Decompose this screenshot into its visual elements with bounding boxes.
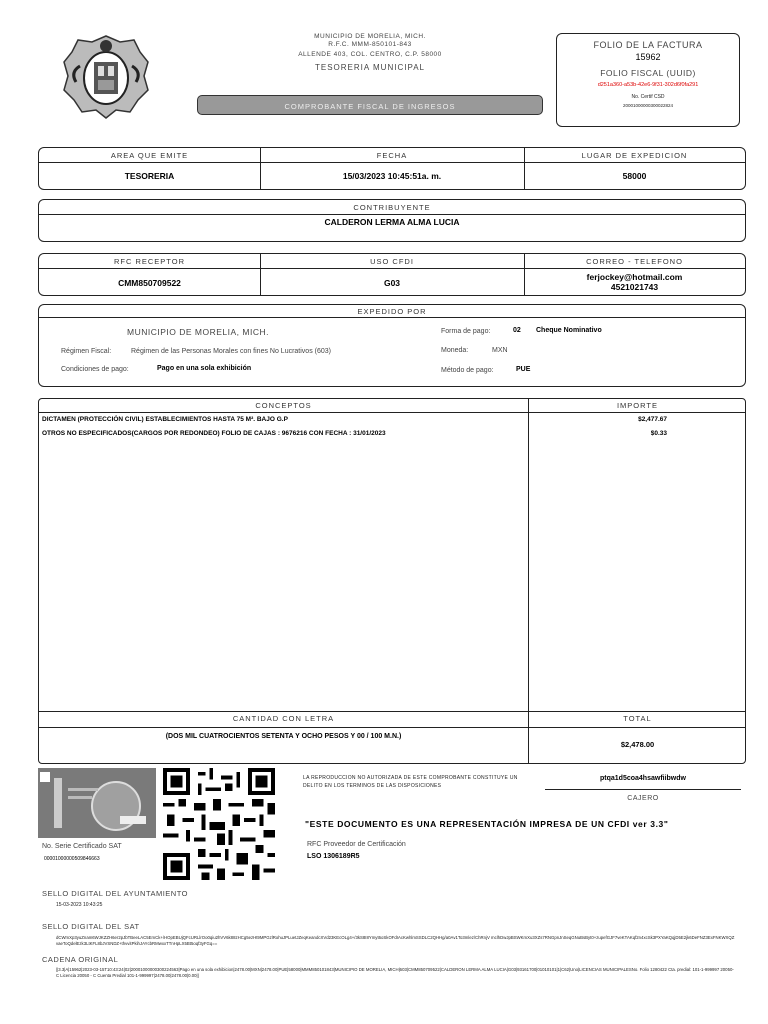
concept-desc: OTROS NO ESPECIFICADOS(CARGOS POR REDONDEO) FOLIO DE CAJAS : 9676216 CON FECHA : 31/01/2023 [42, 430, 386, 437]
fecha-value: 15/03/2023 10:45:51a. m. [342, 171, 442, 181]
pac-label: RFC Proveedor de Certificación [307, 841, 406, 848]
cashier-label: CAJERO [627, 795, 659, 802]
folio-number: 15962 [635, 52, 661, 62]
digital-stamp-image [38, 768, 156, 838]
serie-sat-value: 00001000000509846663 [44, 856, 100, 862]
rfc-receptor-header: RFC RECEPTOR [113, 257, 186, 266]
issue-info-table [38, 147, 746, 190]
sello-sat-value: dCWmXp3yuZnam6WJKZZH6er2pJbTBeeLAC5EmCk+/HOpEBUjQFcURLlrOo0qiu2hVV6k88zHCg5ezHt9MPGzlRohuJPLuetJZeqKeandcXVd23KEcOLg4+/3kS8I8Ymyt6oSkOFdIAcKwhlmSSDLC2QHHg/a0Av1To3mlez/ChRnjV mclhDwJpBSWKmXu3XZs7RNGpnJnSeqGNuBsByt0+zupefGJF7veKTAKqf2n4xcSk3PXYaKQqjD5E2jk6DeFNZ3ExFNKWXQZvaeToQdelEzk3LtKFL8bJVSNDZ+thvvitPkihJAYcbRMwxxTTnHpLX5Bt5oqf3yFGq== [56, 935, 735, 946]
expedido-box [38, 304, 746, 387]
fecha-header: FECHA [376, 151, 408, 160]
condiciones-label: Condiciones de pago: [61, 366, 129, 373]
expedido-name: MUNICIPIO DE MORELIA, MICH. [127, 327, 269, 337]
regimen-value: Régimen de las Personas Morales con fines No Lucrativos (603) [131, 348, 331, 355]
forma-pago-label: Forma de pago: [441, 328, 491, 335]
csd-cert-label: No. Certif CSD [631, 94, 665, 100]
concept-amount: $0.33 [650, 430, 667, 437]
cantidad-letra-value: (DOS MIL CUATROCIENTOS SETENTA Y OCHO PESOS Y 00 / 100 M.N.) [165, 733, 402, 740]
issuer-name: MUNICIPIO DE MORELIA, MICH. [314, 33, 426, 40]
conceptos-table [38, 398, 746, 764]
receptor-table [38, 253, 746, 296]
concept-row [42, 416, 522, 423]
area-header: AREA QUE EMITE [110, 151, 189, 160]
area-value: TESORERIA [124, 171, 175, 181]
cfdi-representation-note: "ESTE DOCUMENTO ES UNA REPRESENTACIÓN IMPRESA DE UN CFDI ver 3.3" [305, 819, 669, 829]
lugar-header: LUGAR DE EXPEDICION [581, 151, 688, 160]
uuid-label: FOLIO FISCAL (UUID) [600, 68, 696, 78]
metodo-pago-value: PUE [516, 366, 531, 373]
moneda-label: Moneda: [441, 347, 469, 354]
csd-cert-number: 20001000000300022824 [622, 103, 674, 108]
issuer-address: ALLENDE 403, COL. CENTRO, C.P. 58000 [298, 51, 442, 58]
issuer-department: TESORERIA MUNICIPAL [315, 63, 425, 72]
municipal-seal-logo [60, 32, 152, 120]
qr-code [162, 768, 276, 880]
metodo-pago-label: Método de pago: [441, 367, 494, 374]
condiciones-value: Pago en una sola exhibición [157, 365, 252, 372]
forma-pago-code: 02 [513, 327, 521, 334]
cadena-original-label: CADENA ORIGINAL [42, 955, 119, 964]
concept-amount: $2,477.67 [638, 416, 667, 423]
issuer-rfc: R.F.C. MMM-850101-843 [328, 41, 412, 48]
rfc-receptor-value: CMM850709522 [118, 278, 181, 288]
expedido-header: EXPEDIDO POR [357, 307, 427, 316]
sello-ayuntamiento-label: SELLO DIGITAL DEL AYUNTAMIENTO [42, 889, 189, 898]
uuid-value: d251a360-a53b-42e6-9f31-302d6f0fa291 [597, 82, 699, 88]
cantidad-letra-header: CANTIDAD CON LETRA [232, 714, 335, 723]
importe-header: IMPORTE [616, 401, 659, 410]
contribuyente-name: CALDERON LERMA ALMA LUCIA [324, 217, 460, 227]
sello-ayuntamiento-value: 15-03-2023 10:43:25 [56, 902, 103, 908]
cadena-original-value: ||3.3|A|15962|2023-03-15T10:43:24|02|20001000000300224563|Pago en una sola exhibicion|2478.00|MXN|2478.00|PUE|58000|MMM850101843|MUNICIPIO DE MORELIA, MICH|603|CMM850709522|CALDERON LERMA ALMA LUCIA|G03|93161700|01010101|1|C62|Uno|LICENCIAS MUNICIPALESNo. Folio 1280422 Cta. predial: 101-1-999997 20050-C Licencia 20050 - C Cuenta Predial 101-1-999997|2478.00|2478.00|0.00|| [56, 967, 734, 978]
document-type-banner [197, 95, 543, 115]
pac-value: LSO 1306189R5 [307, 853, 360, 860]
total-header: TOTAL [623, 714, 652, 723]
sello-sat-label: SELLO DIGITAL DEL SAT [42, 922, 140, 931]
conceptos-header: CONCEPTOS [255, 401, 312, 410]
cashier-user: ptqa1d5coa4hsawfiibwdw [600, 775, 686, 782]
moneda-value: MXN [492, 347, 508, 354]
uso-cfdi-header: USO CFDI [370, 257, 414, 266]
folio-label: FOLIO DE LA FACTURA [593, 40, 703, 50]
lugar-value: 58000 [622, 171, 647, 181]
regimen-label: Régimen Fiscal: [61, 348, 112, 355]
forma-pago-value: Cheque Nominativo [536, 327, 602, 334]
phone-value: 4521021743 [610, 282, 659, 292]
contribuyente-header: CONTRIBUYENTE [353, 203, 431, 212]
folio-box [556, 33, 740, 127]
contribuyente-box [38, 199, 746, 242]
concept-row [42, 430, 522, 437]
total-value: $2,478.00 [620, 740, 655, 749]
correo-header: CORREO - TELEFONO [586, 257, 683, 266]
uso-cfdi-value: G03 [383, 278, 401, 288]
email-value: ferjockey@hotmail.com [586, 272, 683, 282]
concept-desc: DICTAMEN (PROTECCIÓN CIVIL) ESTABLECIMIENTOS HASTA 75 M². BAJO G.P [42, 416, 288, 423]
serie-sat-label: No. Serie Certificado SAT [42, 843, 122, 850]
document-type-label: COMPROBANTE FISCAL DE INGRESOS [284, 102, 456, 111]
legal-notice: LA REPRODUCCION NO AUTORIZADA DE ESTE COMPROBANTE CONSTITUYE UN DELITO EN LOS TERMINOS DE LAS DISPOSICIONES [303, 775, 518, 789]
